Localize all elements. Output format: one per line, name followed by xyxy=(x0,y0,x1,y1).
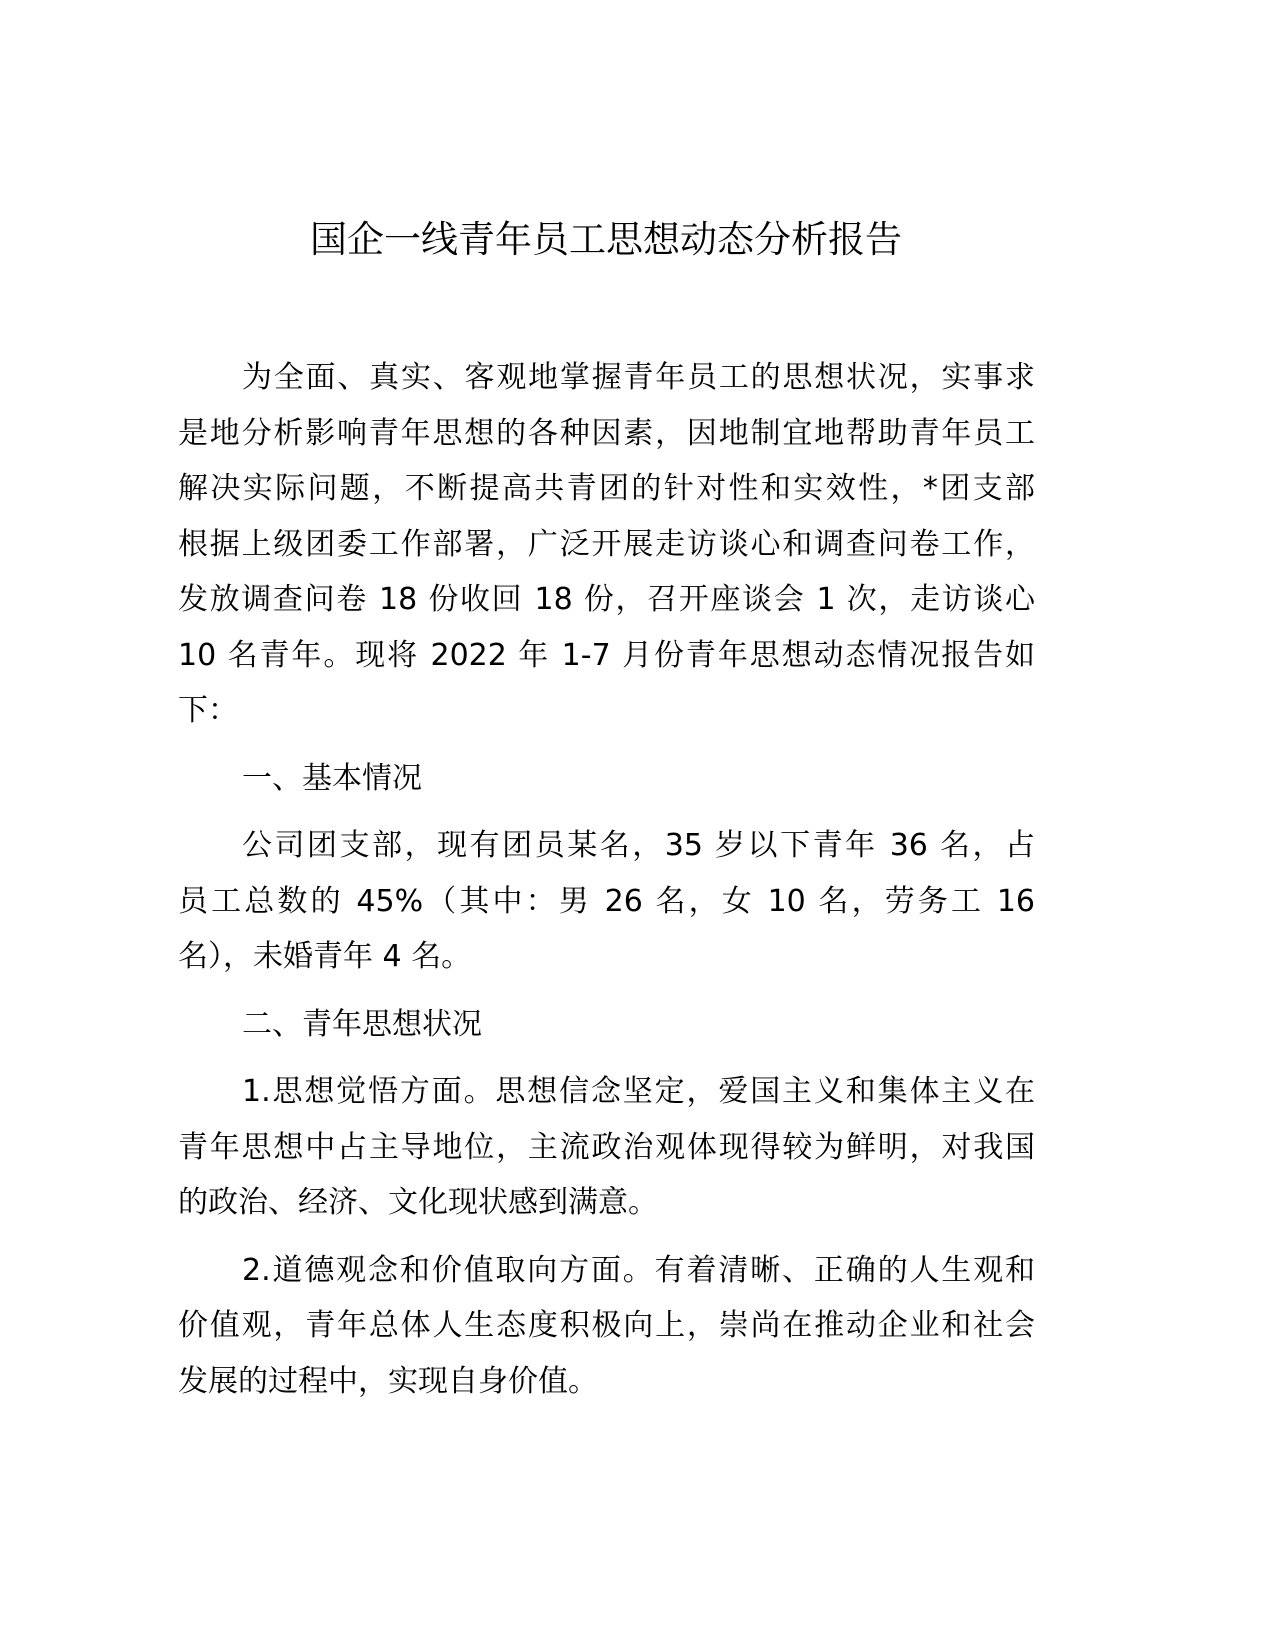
paragraph-line: 是地分析影响青年思想的各种因素，因地制宜地帮助青年员工 xyxy=(178,415,1035,451)
paragraph-line: 二、青年思想状况 xyxy=(242,1006,482,1042)
paragraph-line: 发放调查问卷 18 份收回 18 份，召开座谈会 1 次，走访谈心 xyxy=(178,582,1035,617)
paragraph xyxy=(178,751,1035,807)
paragraph-line: 下： xyxy=(178,693,238,728)
paragraph-line: 价值观，青年总体人生态度积极向上，崇尚在推动企业和社会 xyxy=(178,1308,1035,1343)
paragraph xyxy=(178,1243,1035,1410)
paragraph-line: 解决实际问题，不断提高共青团的针对性和实效性，*团支部 xyxy=(178,471,1035,506)
paragraph-line: 根据上级团委工作部署，广泛开展走访谈心和调查问卷工作， xyxy=(178,526,1035,562)
paragraph xyxy=(178,1064,1035,1231)
paragraph-line: 一、基本情况 xyxy=(242,760,422,796)
paragraph-line: 发展的过程中，实现自身价值。 xyxy=(178,1363,598,1399)
paragraph-line: 员工总数的 45%（其中：男 26 名，女 10 名，劳务工 16 xyxy=(178,883,1035,919)
paragraph xyxy=(178,350,1035,739)
document-title: 国企一线青年员工思想动态分析报告 xyxy=(310,218,902,261)
paragraph-line: 青年思想中占主导地位，主流政治观体现得较为鲜明，对我国 xyxy=(178,1129,1035,1165)
paragraph-line: 2.道德观念和价值取向方面。有着清晰、正确的人生观和 xyxy=(242,1252,1035,1288)
paragraph xyxy=(178,818,1035,985)
document-body xyxy=(178,350,1035,1421)
paragraph-line: 为全面、真实、客观地掌握青年员工的思想状况，实事求 xyxy=(242,360,1035,395)
paragraph-line: 公司团支部，现有团员某名，35 岁以下青年 36 名，占 xyxy=(242,828,1035,863)
paragraph-line: 10 名青年。现将 2022 年 1-7 月份青年思想动态情况报告如 xyxy=(178,637,1035,673)
paragraph xyxy=(178,997,1035,1053)
paragraph-line: 1.思想觉悟方面。思想信念坚定，爱国主义和集体主义在 xyxy=(242,1074,1035,1109)
paragraph-line: 的政治、经济、文化现状感到满意。 xyxy=(178,1185,658,1220)
paragraph-line: 名），未婚青年 4 名。 xyxy=(178,939,472,974)
